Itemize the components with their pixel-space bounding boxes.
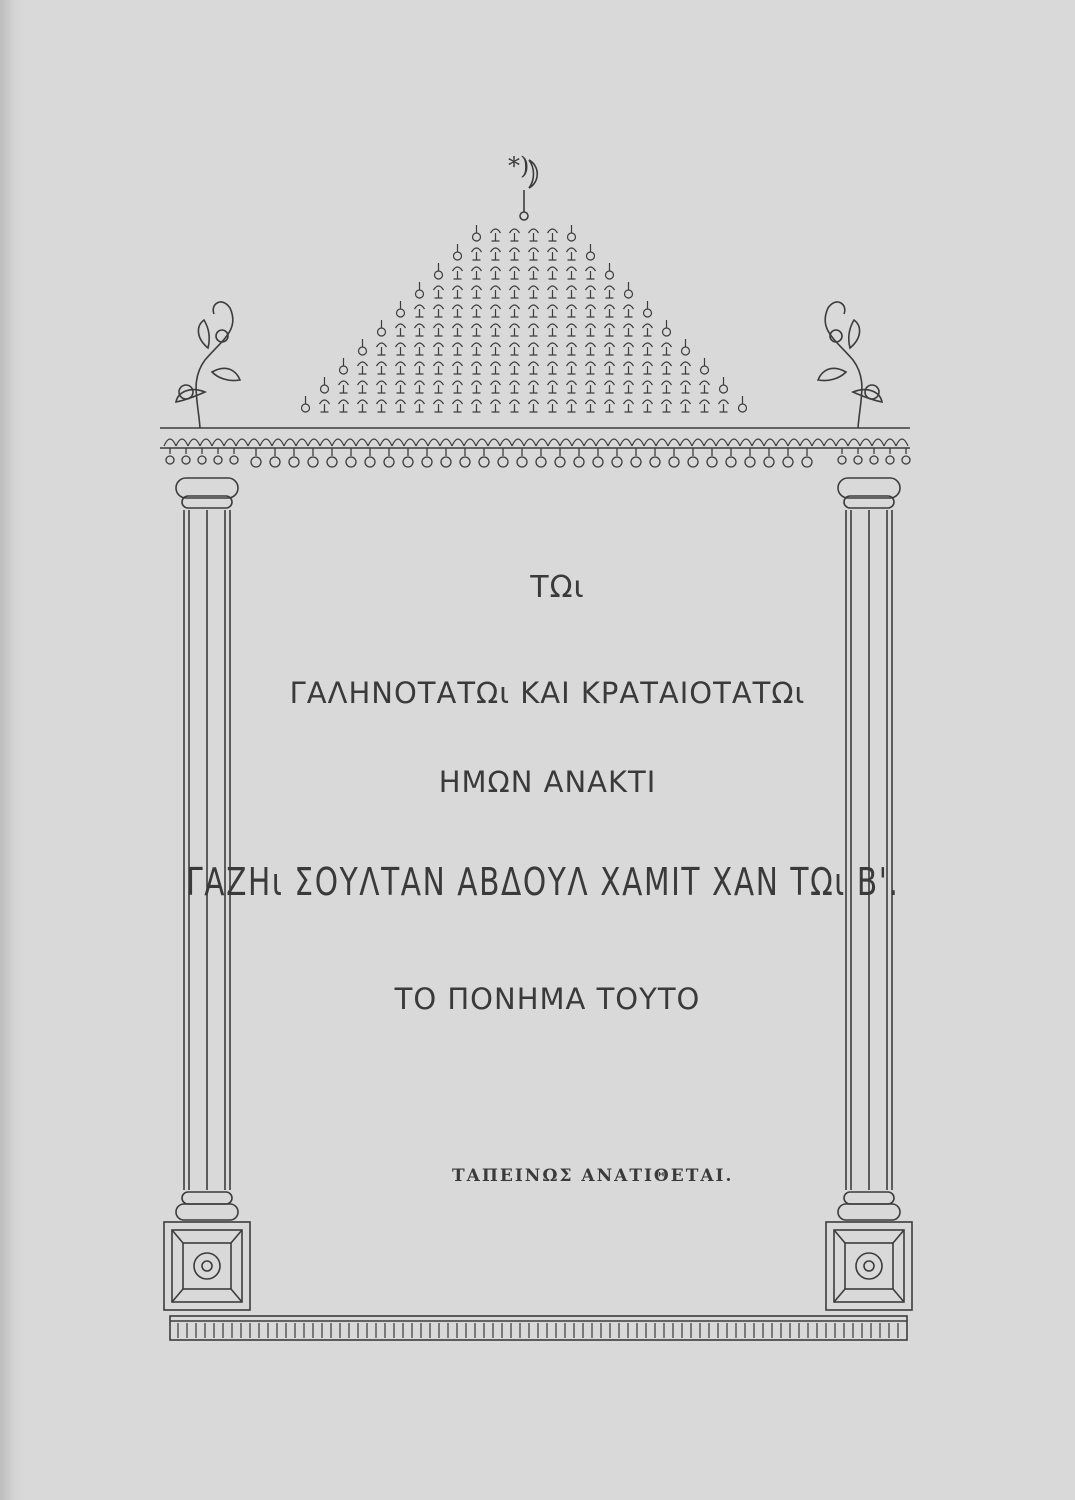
left-floral-sprig (176, 302, 240, 428)
dedication-closing: ΤΑΠΕΙΝΩΣ ΑΝΑΤΙΘΕΤΑΙ. (452, 1166, 734, 1186)
dedication-line-5: ΤΟ ΠΟΝΗΜΑ ΤΟΥΤΟ (394, 982, 701, 1016)
dedication-line-1: ΤΩι (530, 570, 585, 605)
dedication-line-3: ΗΜΩΝ ΑΝΑΚΤΙ (438, 765, 657, 799)
base-rail-balusters (178, 1323, 898, 1338)
hanging-lamps-row (166, 448, 910, 467)
beam-scallop-band (164, 439, 908, 446)
footnote-mark: *) (508, 152, 530, 180)
dedication-line-4: ΓΑΖΗι ΣΟΥΛΤΑΝ ΑΒΔΟΥΛ ΧΑΜΙΤ ΧΑΝ ΤΩι Β'. (186, 860, 900, 904)
lamp-pyramid (302, 225, 747, 412)
dedication-line-2: ΓΑΛΗΝΟΤΑΤΩι ΚΑΙ ΚΡΑΤΑΙΟΤΑΤΩι (289, 676, 806, 710)
right-floral-sprig (818, 302, 882, 428)
